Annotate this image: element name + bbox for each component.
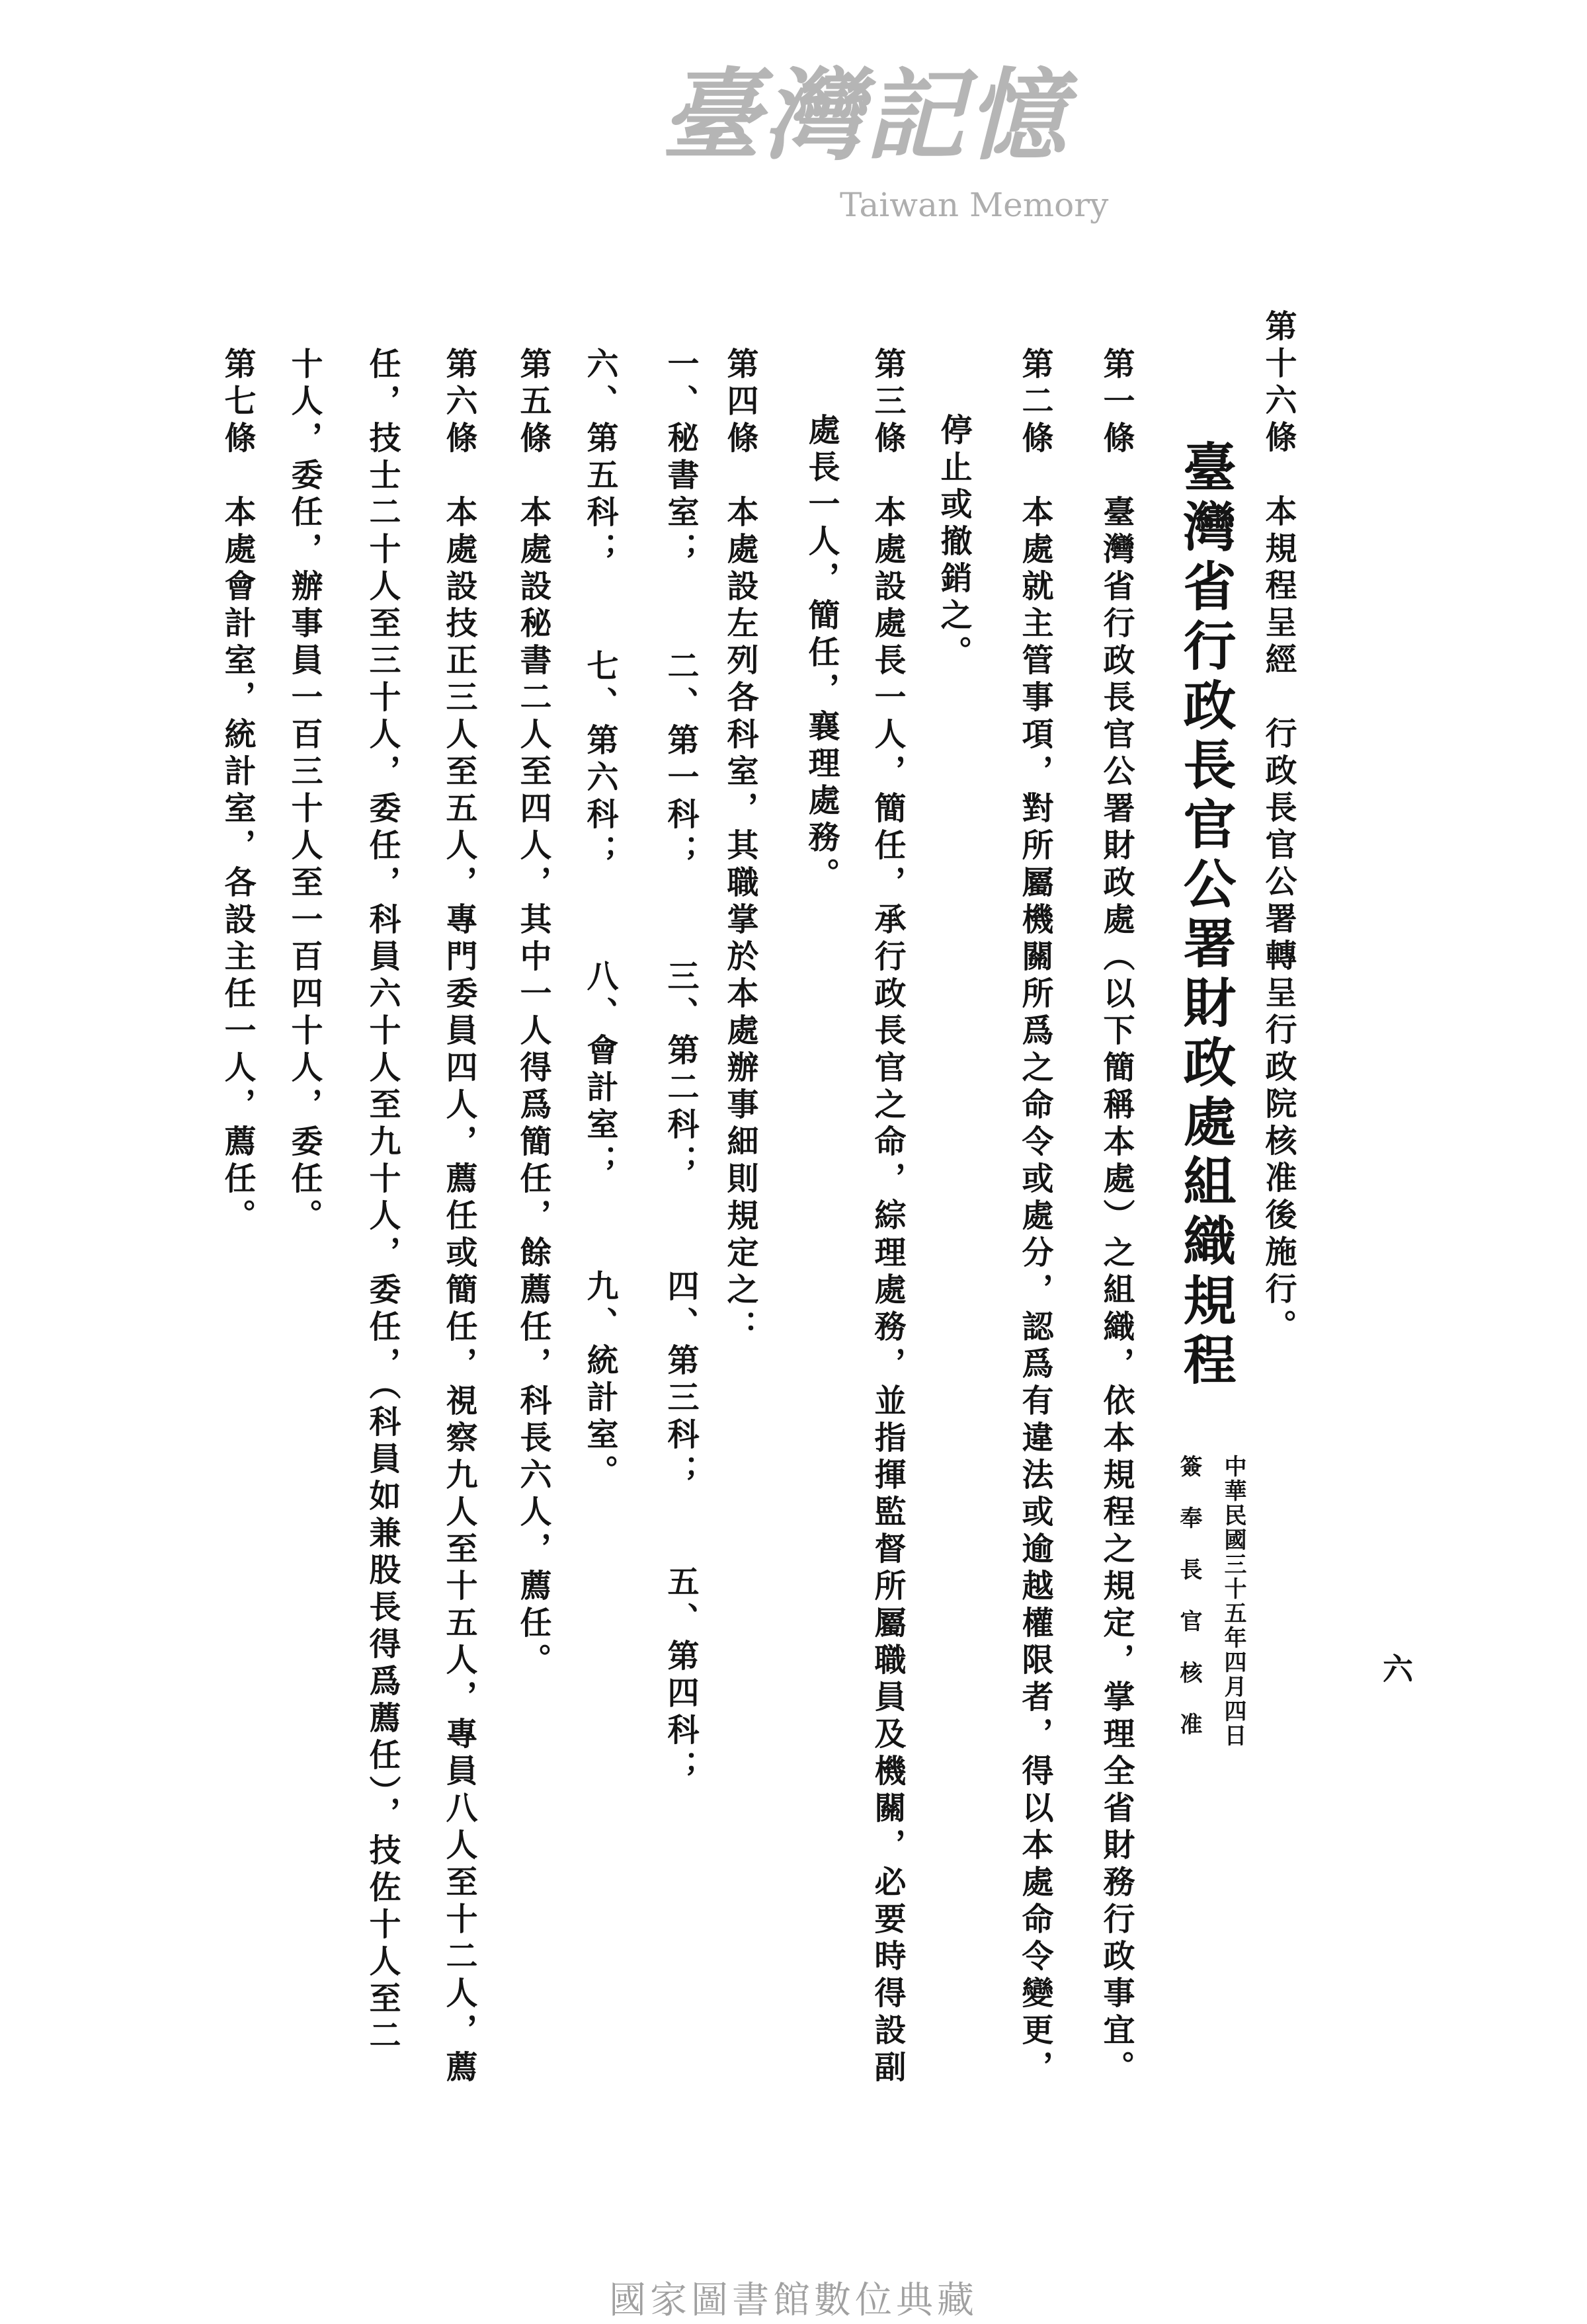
unit-item: 六、第五科； xyxy=(581,347,618,569)
article-5: 第五條 本處設秘書二人至四人，其中一人得爲簡任，餘薦任，科長六人，薦任。 xyxy=(514,347,551,1680)
approval-note: 簽奉長官核准 xyxy=(1176,1455,1202,1764)
unit-item: 九、統計室。 xyxy=(581,1269,618,1492)
unit-item: 二、第一科； xyxy=(662,649,699,871)
article-7: 第七條 本處會計室，統計室，各設主任一人，薦任。 xyxy=(219,347,256,1236)
article-16-line: 第十六條 本規程呈經 行政長官公署轉呈行政院核准後施行。 xyxy=(1260,309,1297,1346)
article-6-continued-2: 十人，委任，辦事員一百三十人至一百四十人，委任。 xyxy=(286,347,323,1236)
watermark-subtitle: Taiwan Memory xyxy=(840,186,1109,224)
page-number: 六 xyxy=(1378,1653,1414,1683)
article-6-continued-1: 任，技士二十人至三十人，委任，科員六十人至九十人，委任，（科員如兼股長得爲薦任），技佐十人至二 xyxy=(364,347,401,2056)
unit-item: 三、第二科； xyxy=(662,959,699,1182)
document-title: 臺灣省行政長官公署財政處組織規程 xyxy=(1174,440,1237,1392)
article-4: 第四條 本處設左列各科室，其職掌於本處辦事細則規定之： xyxy=(721,347,758,1347)
article-3-continued: 處長一人，簡任，襄理處務。 xyxy=(803,413,840,895)
enactment-date: 中華民國三十五年四月四日 xyxy=(1220,1455,1246,1748)
footer-collection-label: 國家圖書館數位典藏 xyxy=(609,2279,978,2322)
article-6: 第六條 本處設技正三人至五人，專門委員四人，薦任或簡任，視察九人至十五人，專員八人至十二人，薦 xyxy=(440,347,477,2087)
unit-item: 一、秘書室； xyxy=(662,347,699,569)
unit-item: 四、第三科； xyxy=(662,1269,699,1492)
watermark-logo: 臺灣記憶 xyxy=(661,58,1069,174)
article-3: 第三條 本處設處長一人，簡任，承行政長官之命，綜理處務，並指揮監督所屬職員及機關，必要時得設副 xyxy=(869,347,906,2087)
unit-item: 五、第四科； xyxy=(662,1565,699,1787)
unit-item: 七、第六科； xyxy=(581,649,618,871)
article-2-continued: 停止或撤銷之。 xyxy=(935,413,972,672)
article-2: 第二條 本處就主管事項，對所屬機關所爲之命令或處分，認爲有違法或逾越權限者，得以本處命令變更， xyxy=(1016,347,1053,2087)
article-1: 第一條 臺灣省行政長官公署財政處（以下簡稱本處）之組織，依本規程之規定，掌理全省財務行政事宜。 xyxy=(1098,347,1135,2087)
unit-item: 八、會計室； xyxy=(581,959,618,1182)
